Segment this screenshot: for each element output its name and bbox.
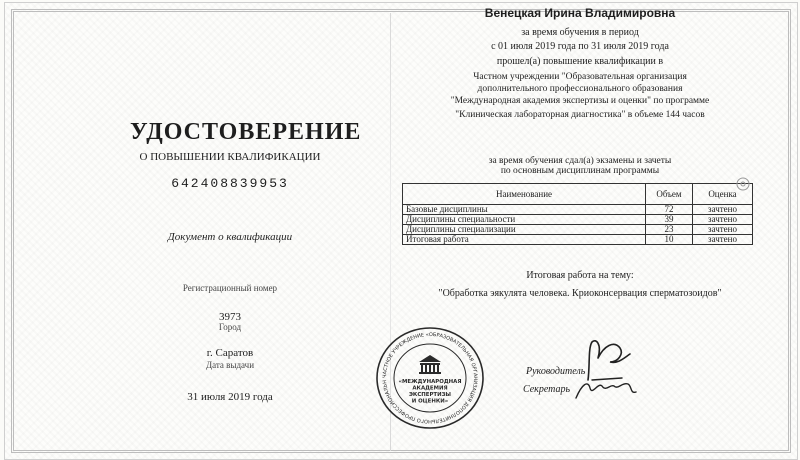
document-title: УДОСТОВЕРЕНИЕ [130,119,362,145]
discipline-name: Дисциплины специальности [403,215,646,225]
discipline-mark: зачтено [693,205,753,215]
period-dates: с 01 июля 2019 года по 31 июля 2019 года [491,41,669,52]
table-row [403,215,753,225]
city-label: Город [218,322,242,332]
registration-number-label: Регистрационный номер [182,283,278,293]
document-type: Документ о квалификации [167,231,293,243]
exams-subheading: по основным дисциплинам программы [500,166,660,176]
issue-date-value: 31 июля 2019 года [187,391,273,403]
table-row [403,235,753,245]
document-subtitle: О ПОВЫШЕНИИ КВАЛИФИКАЦИИ [139,151,321,163]
discipline-mark: зачтено [693,225,753,235]
city-value: г. Саратов [206,347,254,359]
official-seal [375,326,485,430]
organization-line: Частном учреждении "Образовательная организация [473,72,687,82]
table-row [403,225,753,235]
building-icon [419,355,441,374]
discipline-name: Итоговая работа [403,235,646,245]
final-work-label: Итоговая работа на тему: [526,270,634,281]
seal-outer-text: ЧАСТНОЕ УЧРЕЖДЕНИЕ «ОБРАЗОВАТЕЛЬНАЯ ОРГАНИЗАЦИЯ ДОПОЛНИТЕЛЬНОГО ПРОФЕССИОНАЛЬН [381,331,479,425]
discipline-mark: зачтено [693,215,753,225]
head-signature-label: Руководитель [526,366,586,377]
issue-date-label: Дата выдачи [205,360,255,370]
seal-center-text: «МЕЖДУНАРОДНАЯ [398,379,462,385]
exams-heading: за время обучения сдал(а) экзамены и зачеты [488,156,672,166]
organization-line: дополнительного профессионального образования [477,84,683,94]
seal-center-text: АКАДЕМИЯ [412,385,448,392]
period-label: за время обучения в период [521,27,639,38]
registration-number-value: 3973 [219,311,241,323]
discipline-name: Дисциплины специализации [403,225,646,235]
secretary-signature-label: Секретарь [523,384,571,395]
program-line: "Клиническая лабораторная диагностика" в объеме 144 часов [455,110,705,120]
holder-name: Венецкая Ирина Владимировна [484,6,676,20]
column-header-mark: Оценка [693,184,753,205]
table-header-row [403,184,753,205]
seal-center-text: И ОЦЕНКИ» [411,398,449,405]
discipline-name: Базовые дисциплины [403,205,646,215]
document-number: 642408839953 [171,176,289,191]
grades-table [402,183,753,245]
seal-center-text: ЭКСПЕРТИЗЫ [408,392,452,398]
passed-text: прошел(а) повышение квалификации в [496,56,664,67]
decorative-swirl-icon [733,174,753,194]
discipline-mark: зачтено [693,235,753,245]
final-work-topic: "Обработка эякулята человека. Криоконсервация сперматозоидов" [438,288,722,299]
organization-line: "Международная академия экспертизы и оценки" по программе [450,96,710,106]
discipline-hours: 39 [646,215,693,225]
table-row [403,205,753,215]
column-header-hours: Объем [646,184,693,205]
column-header-name: Наименование [403,184,646,205]
secretary-signature [572,374,642,404]
discipline-hours: 23 [646,225,693,235]
discipline-hours: 72 [646,205,693,215]
discipline-hours: 10 [646,235,693,245]
